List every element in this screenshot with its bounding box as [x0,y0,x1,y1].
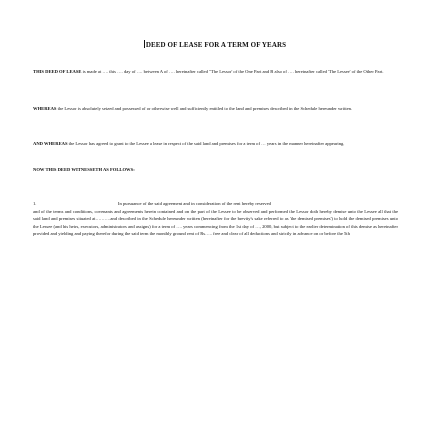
clause-continuation: and of the terms and conditions, covenants and agreements herein contained and on the part of the Lessee to be observed and performed the Lessor doth hereby demise unto the Lessee all that the said land and premises situated at……….and described in the Schedule hereunder written (hereinafter for the brevity's sake referred to as 'the demised premises') to hold the demised premises unto the Lessee (and his heirs, executors, administrators and assigns) for a term of …. years commencing from the 1st day of …, 2000, but subject to the earlier determination of this demise as hereinafter provided and yielding and paying therefor during the said term the monthly ground rent of Rs….. free and clear of all deductions and strictly in advance on or before the 5th [33,208,398,237]
text-cursor [144,40,145,48]
paragraph-parties [33,68,398,75]
clause-1 [33,200,398,238]
paragraph-lead: THIS DEED OF LEASE [33,69,82,74]
clause-first-line: In pursuance of the said agreement and in consideration of the rent hereby reserved [118,201,271,206]
paragraph-body: the Lessor is absolutely seized and possessed of or otherwise well and sufficiently entitled to the land and premises described in the Schedule hereunder written. [56,106,353,111]
paragraph-and-whereas [33,140,398,147]
document-title-text: DEED OF LEASE FOR A TERM OF YEARS [145,41,287,49]
clause-body [33,200,398,238]
paragraph-lead: WHEREAS [33,106,57,111]
document-title [0,40,430,49]
paragraph-witnesseth: NOW THIS DEED WITNESSETH AS FOLLOWS: [33,167,135,172]
clause-number: 1. [33,201,37,206]
paragraph-body: the Lessor has agreed to grant to the Lessee a lease in respect of the said land and premises for a term of … years in the manner hereinafter appearing. [67,141,345,146]
paragraph-lead: AND WHEREAS [33,141,68,146]
paragraph-whereas [33,105,398,112]
paragraph-body: is made at …. this …. day of …. between A of …. hereinafter called "The Lessor' of the One Part and B also of …. hereinafter called 'The Lessee' of the Other Part. [81,69,384,74]
